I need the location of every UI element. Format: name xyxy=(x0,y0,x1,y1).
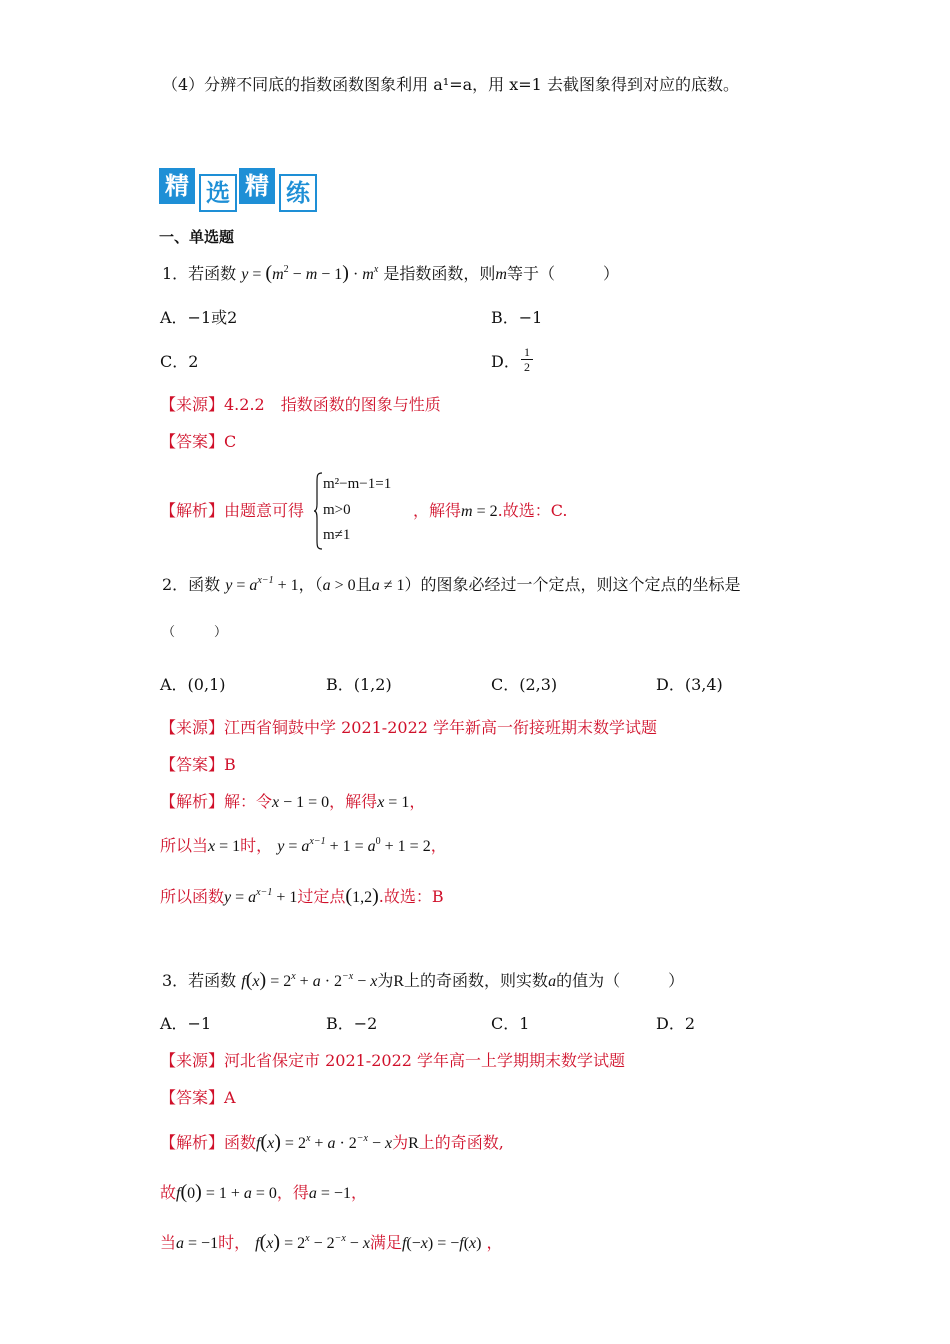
q2-answer: 【答案】B xyxy=(160,755,236,774)
q3-option-d[interactable]: D．2 xyxy=(656,1014,696,1033)
q3-option-b[interactable]: B．−2 xyxy=(326,1014,378,1033)
q3-analysis-1: 【解析】函数$f(x) = 2^x + a \cdot 2^{-x} - x$为R上的奇函数, xyxy=(160,1131,504,1153)
brace-icon xyxy=(313,472,323,550)
q1-option-b[interactable]: B．−1 xyxy=(491,308,543,327)
q2-analysis-3: 所以函数$y = a^{x-1} + 1$过定点(1,2).故选：B xyxy=(160,885,444,907)
q1-analysis-result: ，解得m = 2.故选：C. xyxy=(413,501,568,520)
q3-option-a[interactable]: A．−1 xyxy=(160,1014,212,1033)
q1-option-a[interactable]: A．−1或2 xyxy=(160,308,238,327)
q2-option-b[interactable]: B．(1,2) xyxy=(326,675,392,694)
q1-source: 【来源】4.2.2 指数函数的图象与性质 xyxy=(160,395,441,414)
banner-char-3: 精 xyxy=(239,168,275,204)
fraction-denominator: 2 xyxy=(524,360,530,374)
q1-analysis-prefix: 【解析】由题意可得 xyxy=(160,501,305,520)
system-row-2: m>0 xyxy=(323,502,351,518)
q3-analysis-3: 当a = −1时， $f(x) = 2^x - 2^{-x} - x$满足f(−x) = −f(x) ， xyxy=(160,1231,503,1253)
q2-option-d[interactable]: D．(3,4) xyxy=(656,675,723,694)
q2-analysis-1: 【解析】解：令x − 1 = 0，解得x = 1， xyxy=(160,792,426,811)
q1-equation-system xyxy=(313,472,423,550)
q3-source: 【来源】河北省保定市 2021-2022 学年高一上学期期末数学试题 xyxy=(160,1051,626,1070)
banner-char-2: 选 xyxy=(199,174,237,212)
q3-option-c[interactable]: C．1 xyxy=(491,1014,530,1033)
q1-option-d-fraction xyxy=(520,345,534,374)
q2-source: 【来源】江西省铜鼓中学 2021-2022 学年新高一衔接班期末数学试题 xyxy=(160,718,658,737)
q3-analysis-2: 故f(0) = 1 + a = 0，得a = −1， xyxy=(160,1181,367,1203)
q1-answer: 【答案】C xyxy=(160,432,237,451)
q1-option-d[interactable]: D． xyxy=(491,352,520,371)
fraction-numerator: 1 xyxy=(524,345,530,359)
q2-paren: （ ） xyxy=(162,625,228,640)
section-title: 一、单选题 xyxy=(159,228,235,246)
q2-analysis-2: 所以当x = 1时， $y = a^{x-1} + 1 = a^0 + 1 = 2$， xyxy=(160,836,447,855)
practice-banner xyxy=(159,166,321,212)
system-row-1: m²−m−1=1 xyxy=(323,476,392,492)
banner-char-1: 精 xyxy=(159,168,195,204)
q2-stem: 2．函数 $y = a^{x-1} + 1$，（a > 0且a ≠ 1）的图象必经过一个定点，则这个定点的坐标是 xyxy=(162,575,741,594)
q3-stem: 3．若函数 $f(x) = 2^x + a \cdot 2^{-x} - x$为R上的奇函数，则实数a的值为（ ） xyxy=(162,969,685,991)
q3-answer: 【答案】A xyxy=(160,1088,236,1107)
q1-option-c[interactable]: C．2 xyxy=(160,352,199,371)
system-row-3: m≠1 xyxy=(323,527,351,543)
banner-char-4: 练 xyxy=(279,174,317,212)
intro-item-4: （4）分辨不同底的指数函数图象利用 a¹=a，用 x=1 去截图象得到对应的底数。 xyxy=(162,75,739,94)
q2-option-c[interactable]: C．(2,3) xyxy=(491,675,558,694)
q1-stem: 1．若函数 $y = (m^2 - m - 1) \cdot m^x$ 是指数函数，则m等于（ ） xyxy=(162,262,619,284)
q2-option-a[interactable]: A．(0,1) xyxy=(160,675,226,694)
